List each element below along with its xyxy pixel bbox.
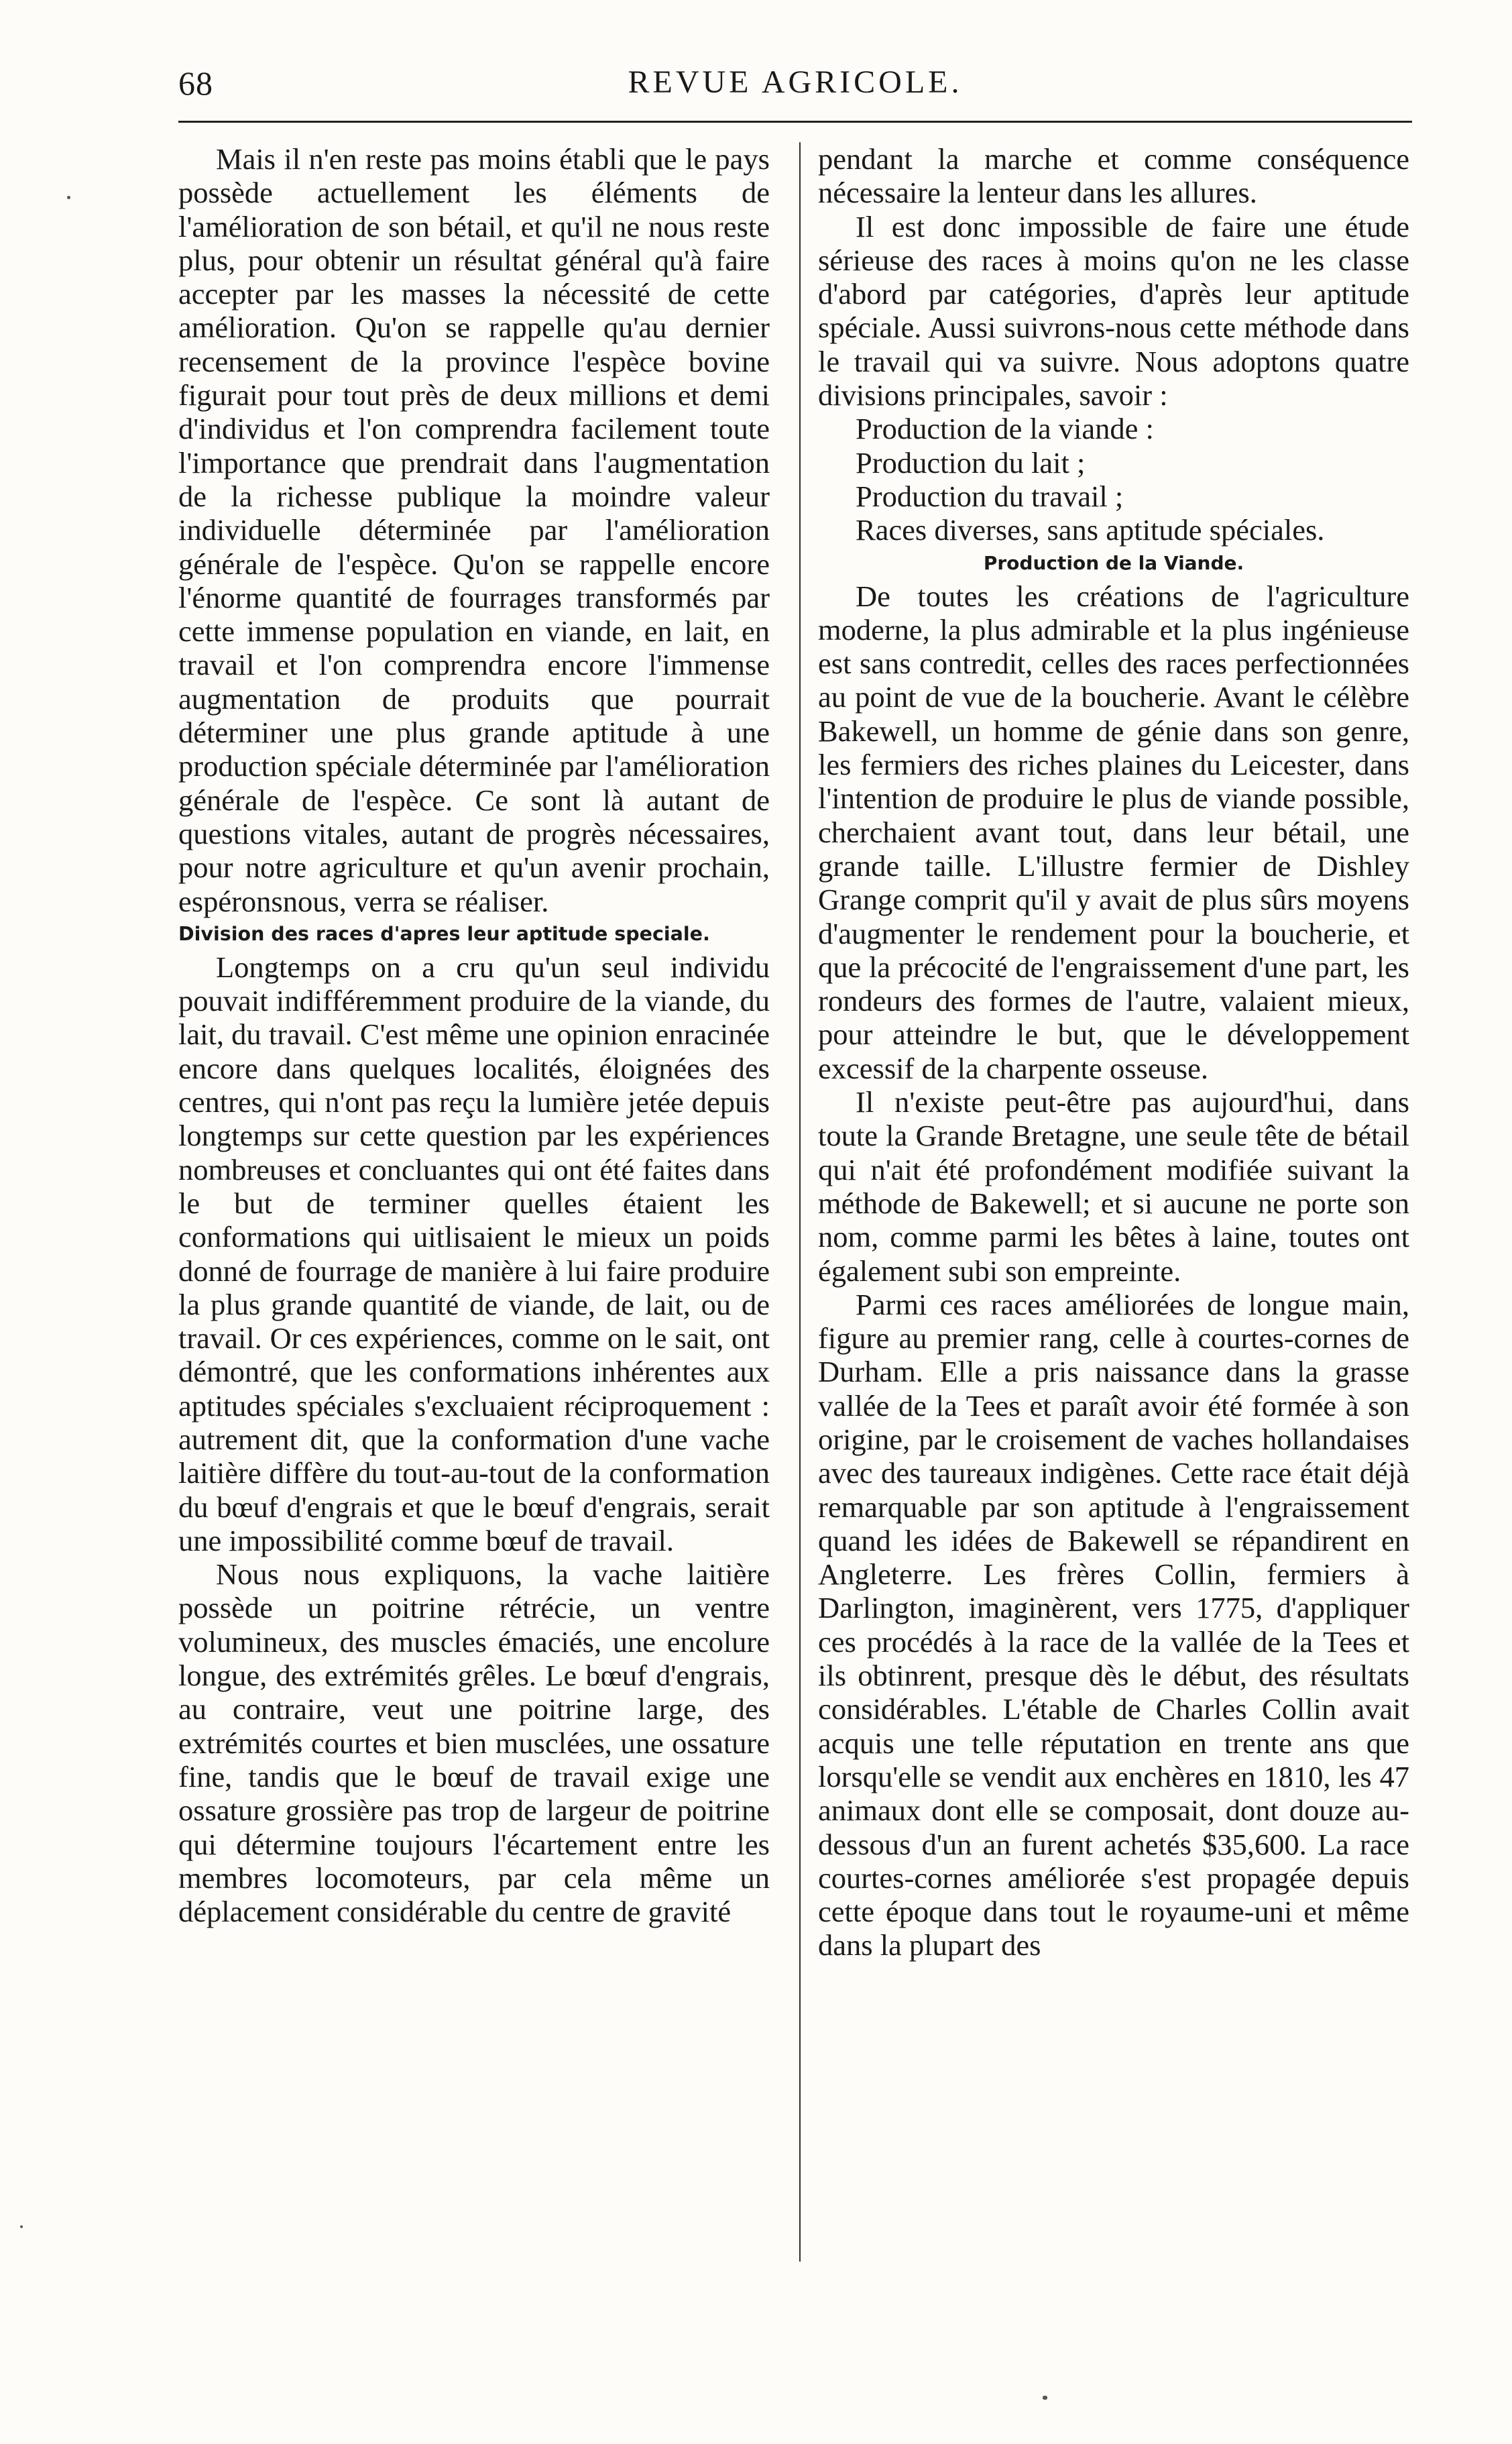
page-header: [178, 64, 1412, 111]
list-item: Production du travail ;: [856, 479, 1124, 513]
scan-speck: [67, 196, 70, 199]
paragraph: Mais il n'en reste pas moins établi que le pays possède actuellement les éléments de l'amélioration de son bétail, et qu'il ne nous reste plus, pour obtenir un résultat général qu'à faire accepter par les masses la nécessité de cette amélioration. Qu'on se rappelle qu'au dernier recensement de la province l'espèce bovine figurait pour tout près de deux millions et demi d'individus et l'on comprendra facilement toute l'importance que prendrait dans l'augmentation de la richesse publique la moindre valeur individuelle déterminée par l'amélioration générale de l'espèce. Qu'on se rappelle encore l'énorme quantité de fourrages transformés par cette immense population en viande, en lait, en travail et l'on comprendra encore l'immense augmentation de produits que pourrait déterminer une plus grande aptitude à une production spéciale déterminée par l'amélioration générale de l'espèce. Ce sont là autant de questions vitales, autant de progrès nécessaires, pour notre agriculture et qu'un avenir prochain, espéronsnous, verra se réaliser.: [178, 142, 770, 918]
paragraph: Il n'existe peut-être pas aujourd'hui, dans toute la Grande Bretagne, une seule tête de bétail qui n'ait été profondément modifiée suivant la méthode de Bakewell; et si aucune ne porte son nom, comme parmi les bêtes à laine, toutes ont également subi son empreinte.: [818, 1085, 1409, 1288]
left-column: [178, 142, 770, 2262]
paragraph: De toutes les créations de l'agriculture moderne, la plus admirable et la plus ingénieuse est sans contredit, celles des races perfectionnées au point de vue de la boucherie. Avant le célèbre Bakewell, un homme de génie dans son genre, les fermiers des riches plaines du Leicester, dans l'intention de produire le plus de viande possible, cherchaient avant tout, dans leur bétail, une grande taille. L'illustre fermier de Dishley Grange comprit qu'il y avait de plus sûrs moyens d'augmenter le rendement pour la boucherie, et que la précocité de l'engraissement d'une part, les rondeurs des formes de l'autre, valaient mieux, pour atteindre le but, que le développement excessif de la charpente osseuse.: [818, 579, 1409, 1085]
header-rule: [178, 121, 1412, 123]
section-heading: Division des races d'apres leur aptitude speciale.: [178, 922, 710, 945]
paragraph: pendant la marche et comme conséquence nécessaire la lenteur dans les allures.: [818, 142, 1409, 210]
running-title: REVUE AGRICOLE.: [628, 64, 963, 100]
column-divider: [799, 142, 801, 2262]
list-item: Production du lait ;: [856, 445, 1086, 480]
scan-speck: [20, 2225, 23, 2228]
paragraph: Longtemps on a cru qu'un seul individu pouvait indifféremment produire de la viande, du lait, du travail. C'est même une opinion enracinée encore dans quelques localités, éloignées des centres, qui n'ont pas reçu la lumière jetée depuis longtemps sur cette question par les expériences nombreuses et concluantes qui ont été faites dans le but de terminer quelles étaient les conformations qui uitlisaient le mieux un poids donné de fourrage de manière à lui faire produire la plus grande quantité de viande, de lait, ou de travail. Or ces expériences, comme on le sait, ont démontré, que les conformations inhérentes aux aptitudes spéciales s'excluaient réciproquement : autrement dit, que la conformation d'une vache laitière diffère du tout-au-tout de la conformation du bœuf d'engrais et que le bœuf d'engrais, serait une impossibilité comme bœuf de travail.: [178, 950, 770, 1557]
section-heading: Production de la Viande.: [983, 551, 1244, 574]
list-item: Races diverses, sans aptitude spéciales.: [856, 513, 1325, 547]
page-number: 68: [178, 64, 213, 102]
scan-speck: [1043, 2396, 1047, 2400]
paragraph: Nous nous expliquons, la vache laitière possède un poitrine rétrécie, un ventre volumineux, des muscles émaciés, une encolure longue, des extrémités grêles. Le bœuf d'engrais, au contraire, veut une poitrine large, des extrémités courtes et bien musclées, une ossature fine, tandis que le bœuf de travail exige une ossature grossière pas trop de largeur de poitrine qui détermine toujours l'écartement entre les membres locomoteurs, par cela même un déplacement considérable du centre de gravité: [178, 1557, 770, 1929]
paragraph: Il est donc impossible de faire une étude sérieuse des races à moins qu'on ne les classe d'abord par catégories, d'après leur aptitude spéciale. Aussi suivrons-nous cette méthode dans le travail qui va suivre. Nous adoptons quatre divisions principales, savoir :: [818, 209, 1409, 412]
list-item: Production de la viande :: [856, 412, 1154, 446]
right-column: [818, 142, 1409, 2262]
paragraph: Parmi ces races améliorées de longue main, figure au premier rang, celle à courtes-cornes de Durham. Elle a pris naissance dans la grasse vallée de la Tees et paraît avoir été formée à son origine, par le croisement de vaches hollandaises avec des taureaux indigènes. Cette race était déjà remarquable par son aptitude à l'engraissement quand les idées de Bakewell se répandirent en Angleterre. Les frères Collin, fermiers à Darlington, imaginèrent, vers 1775, d'appliquer ces procédés à la race de la vallée de la Tees et ils obtinrent, presque dès le début, des résultats considérables. L'étable de Charles Collin avait acquis une telle réputation en trente ans que lorsqu'elle se vendit aux enchères en 1810, les 47 animaux dont elle se composait, dont douze au-dessous d'un an furent achetés $35,600. La race courtes-cornes améliorée s'est propagée depuis cette époque dans tout le royaume-uni et même dans la plupart des: [818, 1287, 1409, 1962]
